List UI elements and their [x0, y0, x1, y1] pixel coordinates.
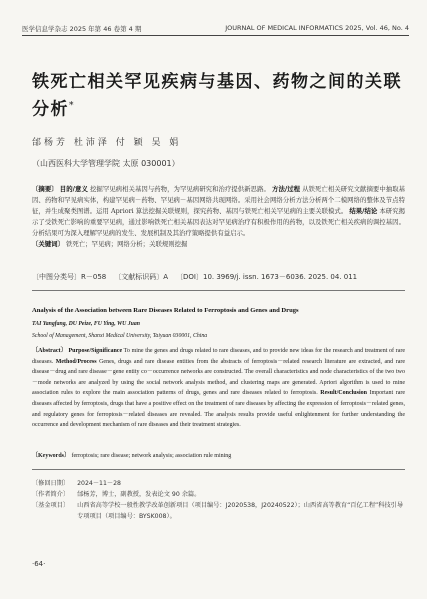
clc-number: 〔中图分类号〕R－058	[32, 273, 107, 281]
english-affiliation: School of Management, Shanxi Medical University, Taiyuan 030001, China	[32, 333, 208, 339]
en-result-text: Important rare diseases affected by ferroptosis, drugs that have a positive effect on the treatment of rare diseases by affecting the expression of ferroptosis－related genes, and regulatory genes for ferroptosis－related diseases are revealed. The analysis results provide useful enlightenment for further understanding the occurrence and development mechanism of rare diseases and their treatment strategies.	[32, 390, 406, 429]
en-purpose-label: Purpose/Significance	[68, 348, 123, 354]
title-footnote-mark: *	[69, 101, 75, 111]
english-authors: TAI Yangfang, DU Peize, FU Ying, WU Juan	[32, 321, 141, 327]
chinese-abstract	[32, 184, 405, 250]
en-method-label: Method/Process	[55, 358, 97, 365]
footnote-divider	[32, 469, 405, 470]
affiliation: （山西医科大学管理学院 太原 030001）	[32, 159, 180, 168]
english-keywords	[32, 450, 405, 459]
footnote-author-bio: 〔作者简介〕 邰杨芳，博士，副教授，发表论文 90 余篇。	[32, 491, 201, 498]
method-label: 方法/过程	[272, 185, 301, 193]
doi: 〔DOI〕10. 3969/j. issn. 1673－6036. 2025. 04. 011	[176, 273, 358, 281]
en-keywords-text: ferroptosis; rare disease; network analysis; association rule mining	[71, 453, 232, 459]
journal-name-en: JOURNAL OF MEDICAL INFORMATICS 2025, Vol. 46, No. 4	[225, 24, 409, 32]
footnote-funding: 〔基金项目〕 山西省高等学校一般性教学改革创新项目（项目编号：J2020538，J20240522）；山西省高等教育“百亿工程”科技引导专项项目（项目编号：BYSK008）。	[32, 502, 404, 520]
en-method-text: Genes, drugs and rare disease entities from the abstracts of ferroptosis－related research literature are extracted, and rare disease－drug and rare disease－gene entity co－occurrence networks are constructed. The overall characteristics and node characteristics of the two two－mode networks are analyzed by using the social network analysis method, and clustering maps are generated. Apriori algorithm is used to mine association rules to explore the main association patterns of drugs, genes and rare diseases related to ferroptosis.	[32, 358, 406, 397]
running-header	[22, 24, 409, 33]
en-keywords-label: 〔Keywords〕	[32, 453, 70, 459]
footnotes	[32, 478, 405, 522]
result-text: 本研究揭示了受铁死亡影响的重要罕见病，通过影响铁死亡相关基因表达对罕见病治疗有积极作用的药物，以及铁死亡相关疾病的调控基因。分析结果可为深入理解罕见病的发生、发展机制及其治疗策略提供有益启示。	[32, 207, 406, 237]
goal-label: 目的/意义	[59, 185, 88, 193]
section-divider	[32, 290, 405, 291]
en-result-label: Result/Conclusion	[320, 390, 367, 397]
abstract-label: 〔摘要〕	[32, 185, 58, 193]
classification-row	[32, 272, 405, 282]
en-purpose-text: To mine the genes and drugs related to rare diseases, and to provide new ideas for the research and treatment of rare diseases.	[32, 348, 405, 365]
paper-title: 铁死亡相关罕见疾病与基因、药物之间的关联分析*	[32, 72, 402, 120]
method-text: 从铁死亡相关研究文献摘要中抽取基因、药物和罕见病实体，构建罕见病－药物、罕见病－基因网络共现网络。采用社会网络分析方法分析两个二模网络的整体及节点特征，并生成聚类图谱。运用 Apriori 算法挖掘关联规则，探究药物、基因与铁死亡相关罕见病的主要关联模式。	[32, 185, 406, 215]
footnote-revised-date: 〔修回日期〕 2024－11－28	[32, 480, 121, 487]
goal-text: 挖掘罕见病相关基因与药物，为罕见病研究和治疗提供新思路。	[89, 185, 270, 193]
document-code: 〔文献标识码〕A	[114, 273, 169, 281]
header-divider	[22, 35, 409, 36]
en-abstract-label: 〔Abstract〕	[32, 348, 67, 354]
author-list: 邰杨芳 杜沛泽 付 颖 吴 娟	[32, 138, 182, 148]
keywords-text: 铁死亡；罕见病；网络分析；关联规则挖掘	[66, 240, 188, 248]
journal-name-cn: 医学信息学杂志 2025 年第 46 卷第 4 期	[22, 25, 142, 33]
keywords-label: 〔关键词〕	[32, 240, 64, 248]
page-number: ·64·	[32, 560, 46, 568]
english-title: Analysis of the Association between Rare Diseases Related to Ferroptosis and Genes and Drugs	[32, 307, 299, 314]
english-abstract	[32, 346, 405, 431]
result-label: 结果/结论	[349, 207, 378, 215]
